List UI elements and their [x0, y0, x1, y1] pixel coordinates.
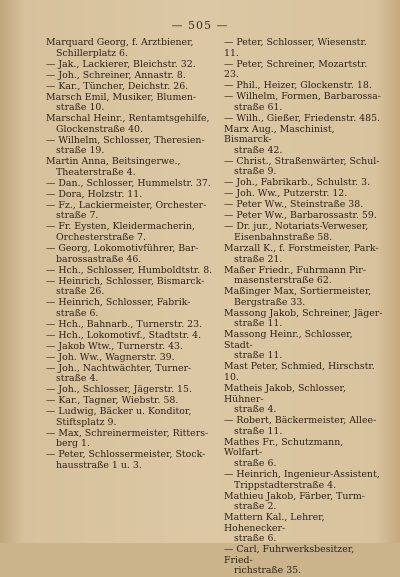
directory-entry — [224, 416, 384, 437]
directory-entry — [224, 244, 384, 265]
directory-entry — [224, 309, 384, 330]
directory-entry — [46, 38, 218, 59]
entry-line: — Wilhelm, Formen, Barbarossa- — [224, 91, 381, 103]
directory-entry — [46, 429, 218, 450]
directory-entry — [46, 114, 218, 135]
entry-line: — Hch., Lokomotivf., Stadtstr. 4. — [46, 329, 202, 341]
entry-line: — Georg, Lokomotivführer, Bar- — [46, 242, 199, 254]
entry-line: — Peter Ww., Steinstraße 38. — [224, 199, 364, 211]
directory-entry — [224, 114, 384, 125]
entry-continuation: straße 10. — [56, 102, 105, 114]
entry-line: — Phil., Heizer, Glockenstr. 18. — [224, 80, 372, 92]
entry-line: Matheis Jakob, Schlosser, Hühner- — [224, 383, 346, 405]
left-column — [46, 38, 218, 472]
entry-continuation: Glockenstraße 40. — [56, 123, 143, 135]
entry-line: — Peter, Schlossermeister, Stock- — [46, 449, 206, 461]
directory-entry — [224, 60, 384, 81]
entry-line: — Dan., Schlosser, Hummelstr. 37. — [46, 177, 211, 189]
directory-entry — [46, 179, 218, 190]
entry-continuation: straße 9. — [234, 166, 277, 178]
entry-line: Maßer Friedr., Fuhrmann Pir- — [224, 264, 366, 276]
entry-line: Martin Anna, Beitsingerwe., — [46, 156, 181, 168]
entry-continuation: Orchesterstraße 7. — [56, 231, 146, 243]
entry-continuation: straße 6. — [234, 457, 277, 469]
entry-line: — Peter, Schlosser, Wiesenstr. 11. — [224, 37, 367, 59]
entry-line: — Kar., Tüncher, Deichstr. 26. — [46, 80, 189, 92]
entry-line: — Heinrich, Ingenieur-Assistent, — [224, 468, 380, 480]
entry-continuation: Theaterstraße 4. — [56, 166, 136, 178]
entry-continuation: straße 6. — [234, 533, 277, 545]
entry-continuation: straße 11. — [234, 318, 283, 330]
entry-line: Marschal Heinr., Rentamtsgehilfe, — [46, 113, 210, 125]
entry-line: — Kar., Tagner, Wiebstr. 58. — [46, 395, 179, 407]
entry-line: — Joh., Schlosser, Jägerstr. 15. — [46, 384, 192, 396]
entry-line: — Fz., Lackiermeister, Orchester- — [46, 199, 207, 211]
entry-continuation: straße 6. — [56, 307, 99, 319]
directory-entry — [46, 364, 218, 385]
directory-entry — [46, 222, 218, 243]
directory-entry — [46, 298, 218, 319]
entry-line: — Robert, Bäckermeister, Allee- — [224, 415, 377, 427]
page-number: — 505 — — [171, 19, 229, 32]
entry-line: Mathieu Jakob, Färber, Turm- — [224, 490, 365, 502]
entry-line: — Hch., Schlosser, Humboldtstr. 8. — [46, 264, 213, 276]
entry-continuation: barossastraße 46. — [56, 253, 142, 265]
entry-continuation: straße 61. — [234, 101, 283, 113]
entry-line: — Joh., Schreiner, Annastr. 8. — [46, 69, 186, 81]
directory-entry — [46, 331, 218, 342]
directory-entry — [224, 470, 384, 491]
directory-entry — [46, 93, 218, 114]
entry-continuation: straße 4. — [56, 373, 99, 385]
directory-entry — [46, 277, 218, 298]
directory-entry — [224, 362, 384, 383]
entry-line: — Jakob Wtw., Turnerstr. 43. — [46, 340, 184, 352]
directory-entry — [46, 60, 218, 71]
directory-entry — [46, 136, 218, 157]
entry-continuation: Schillerplatz 6. — [56, 47, 128, 59]
directory-entry — [224, 125, 384, 157]
entry-line: — Fr. Eysten, Kleidermacherin, — [46, 221, 195, 233]
entry-line: — Peter Ww., Barbarossastr. 59. — [224, 210, 377, 222]
entry-line: Mast Peter, Schmied, Hirschstr. 10. — [224, 361, 375, 384]
directory-entry — [224, 287, 384, 308]
directory-entry — [46, 244, 218, 265]
directory-entry — [46, 201, 218, 222]
entry-line: — Heinrich, Schlosser, Fabrik- — [46, 297, 191, 309]
entry-continuation: straße 11. — [234, 425, 283, 437]
entry-continuation: straße 21. — [234, 253, 283, 265]
entry-continuation: straße 11. — [234, 350, 283, 362]
directory-entry — [224, 438, 384, 470]
directory-entry — [46, 320, 218, 331]
directory-entry — [46, 353, 218, 364]
entry-line: — Peter, Schreiner, Mozartstr. 23. — [224, 58, 368, 81]
directory-entry — [224, 222, 384, 243]
directory-entry — [224, 384, 384, 416]
entry-line: Marzall K., f. Forstmeister, Park- — [224, 242, 379, 254]
entry-line: — Christ., Straßenwärter, Schul- — [224, 155, 380, 167]
directory-entry — [46, 266, 218, 277]
entry-line: — Wilh., Gießer, Friedenstr. 485. — [224, 112, 381, 124]
entry-continuation: straße 4. — [234, 404, 277, 416]
entry-line: Massong Jakob, Schreiner, Jäger- — [224, 307, 383, 319]
right-column — [224, 38, 384, 577]
entry-continuation: masensterstraße 62. — [234, 275, 332, 287]
entry-line: Maßinger Max, Sortiermeister, — [224, 286, 372, 298]
entry-continuation: straße 42. — [234, 144, 283, 156]
entry-line: — Jak., Lackierer, Bleichstr. 32. — [46, 58, 196, 70]
entry-line: — Joh. Ww., Putzerstr. 12. — [224, 188, 348, 200]
directory-entry — [46, 450, 218, 471]
entry-line: — Joh., Fabrikarb., Schulstr. 3. — [224, 177, 371, 189]
entry-line: — Joh., Nachtwächter, Turner- — [46, 362, 192, 374]
directory-entry — [46, 82, 218, 93]
directory-entry — [224, 92, 384, 113]
directory-entry — [224, 492, 384, 513]
directory-entry — [224, 545, 384, 577]
entry-line: — Joh. Ww., Wagnerstr. 39. — [46, 351, 175, 363]
entry-continuation: Bergstraße 33. — [234, 296, 306, 308]
entry-line: Mathes Fr., Schutzmann, Wolfart- — [224, 436, 344, 459]
directory-entry — [224, 157, 384, 178]
entry-continuation: straße 2. — [234, 501, 277, 513]
entry-line: Marsch Emil, Musiker, Blumen- — [46, 91, 197, 103]
directory-entry — [46, 157, 218, 178]
directory-entry — [46, 190, 218, 201]
directory-entry — [224, 330, 384, 362]
directory-entry — [46, 342, 218, 353]
entry-continuation: Trippstadterstraße 4. — [234, 479, 337, 491]
entry-line: Marx Aug., Maschinist, Bismarck- — [224, 123, 335, 146]
entry-line: — Max, Schreinermeister, Ritters- — [46, 427, 209, 439]
entry-line: — Heinrich, Schlosser, Bismarck- — [46, 275, 205, 287]
entry-line: — Dora, Holzstr. 11. — [46, 188, 143, 200]
directory-entry — [224, 266, 384, 287]
entry-line: Massong Heinr., Schlosser, Stadt- — [224, 329, 353, 351]
entry-continuation: hausstraße 1 u. 3. — [56, 459, 142, 471]
entry-continuation: Eisenbahnstraße 58. — [234, 231, 333, 243]
directory-entry — [46, 407, 218, 428]
header-rule — [46, 33, 384, 34]
entry-continuation: straße 19. — [56, 145, 105, 157]
entry-continuation: Stiftsplatz 9. — [56, 416, 117, 428]
entry-continuation: berg 1. — [56, 438, 90, 450]
entry-line: — Wilhelm, Schlosser, Theresien- — [46, 134, 205, 146]
directory-entry — [224, 38, 384, 59]
entry-line: — Carl, Fuhrwerksbesitzer, Fried- — [224, 544, 355, 566]
entry-line: Marquard Georg, f. Arztbiener, — [46, 37, 194, 48]
entry-continuation: straße 7. — [56, 210, 99, 222]
entry-continuation: richstraße 35. — [234, 565, 302, 577]
entry-continuation: straße 26. — [56, 286, 105, 298]
directory-entry — [224, 513, 384, 545]
directory-entry — [46, 71, 218, 82]
entry-line: — Ludwig, Bäcker u. Konditor, — [46, 406, 192, 418]
entry-line: — Dr. jur., Notariats-Verweser, — [224, 221, 369, 233]
entry-line: — Hch., Bahnarb., Turnerstr. 23. — [46, 318, 203, 330]
entry-line: Mattern Kal., Lehrer, Hohenecker- — [224, 512, 325, 534]
